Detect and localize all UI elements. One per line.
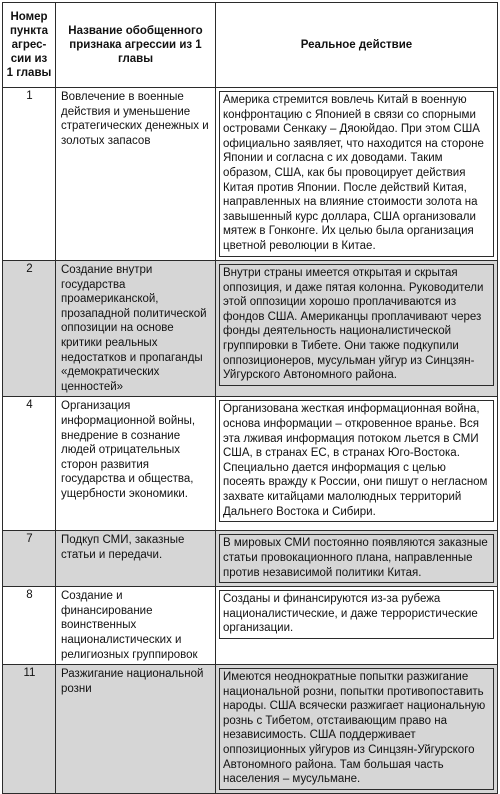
row-number-cell: 7 <box>3 531 56 587</box>
row-feature-cell: Вовлечение в военные действия и уменьшение стратегических денежных и золотых запасов <box>56 88 216 261</box>
row-action-cell: В мировых СМИ постоянно появляются заказные статьи провокационного плана, направленные против независимой политики Китая. <box>216 531 498 587</box>
row-number-cell: 4 <box>3 397 56 531</box>
aggression-table <box>2 2 498 794</box>
table-row <box>3 531 498 587</box>
table-row <box>3 587 498 665</box>
row-feature-cell: Подкуп СМИ, заказные статьи и передачи. <box>56 531 216 587</box>
row-action-cell: Созданы и финансируются из-за рубежа националистические, и даже террористические организации. <box>216 587 498 665</box>
table-row <box>3 665 498 794</box>
table-row <box>3 397 498 531</box>
table-row <box>3 88 498 261</box>
header-action: Реальное действие <box>216 3 498 88</box>
row-action-cell: Америка стремится вовлечь Китай в военную конфронтацию с Японией в связи со спорными островами Сенкаку – Дяоюйдао. При этом США официально заявляет, что находится на стороне Японии и согласна с их доводами. Таким образом, США, как бы провоцирует действия Китая против Японии. После действий Китая, направленных на влияние стоимости золота на завышенный курс доллара, США организовали мятеж в Гонконге. Их целью была организация цветной революции в Китае. <box>216 88 498 261</box>
row-feature-cell: Создание внутри государства проамериканской, прозападной политической оппозиции на основе критики реальных недостатков и пропаганды «демократических ценностей» <box>56 261 216 397</box>
row-action-cell: Организована жесткая информационная война, основа информации – откровенное вранье. Вся эта лживая информация потоком льется в СМИ США, в странах ЕС, в странах Юго-Востока. Специально дается информация с целью посеять вражду к России, они пишут о негласном захвате китайцами малолюдных территорий Дальнего Востока и Сибири. <box>216 397 498 531</box>
table-row <box>3 261 498 397</box>
row-number-cell: 11 <box>3 665 56 794</box>
row-feature-cell: Разжигание национальной розни <box>56 665 216 794</box>
row-feature-cell: Организация информационной войны, внедрение в сознание людей отрицательных сторон развития государства и общества, ущербности экономики. <box>56 397 216 531</box>
row-action-cell: Внутри страны имеется открытая и скрытая оппозиция, и даже пятая колонна. Руководители этой оппозиции хорошо проплачиваются из фондов США. Американцы проплачивают через фонды деятельность националистической группировки в Тибете. Они также подкупили оппозиционеров, мусульман уйгур из Синцзян-Уйгурского Автономного района. <box>216 261 498 397</box>
table-header-row <box>3 3 498 88</box>
header-number: Номер пункта агрес- сии из 1 главы <box>3 3 56 88</box>
header-feature: Название обобщенного признака агрессии из 1 главы <box>56 3 216 88</box>
row-number-cell: 2 <box>3 261 56 397</box>
row-action-cell: Имеются неоднократные попытки разжигание национальной розни, попытки противопоставить народы. США всячески разжигает национальную рознь с Тибетом, отстаивающим право на независимость. США поддерживает оппозиционных уйгуров из Синцзян-Уйгурского Автономного района. Там большая часть населения – мусульмане. <box>216 665 498 794</box>
row-number-cell: 8 <box>3 587 56 665</box>
row-number-cell: 1 <box>3 88 56 261</box>
row-feature-cell: Создание и финансирование воинственных националистических и религиозных группировок <box>56 587 216 665</box>
